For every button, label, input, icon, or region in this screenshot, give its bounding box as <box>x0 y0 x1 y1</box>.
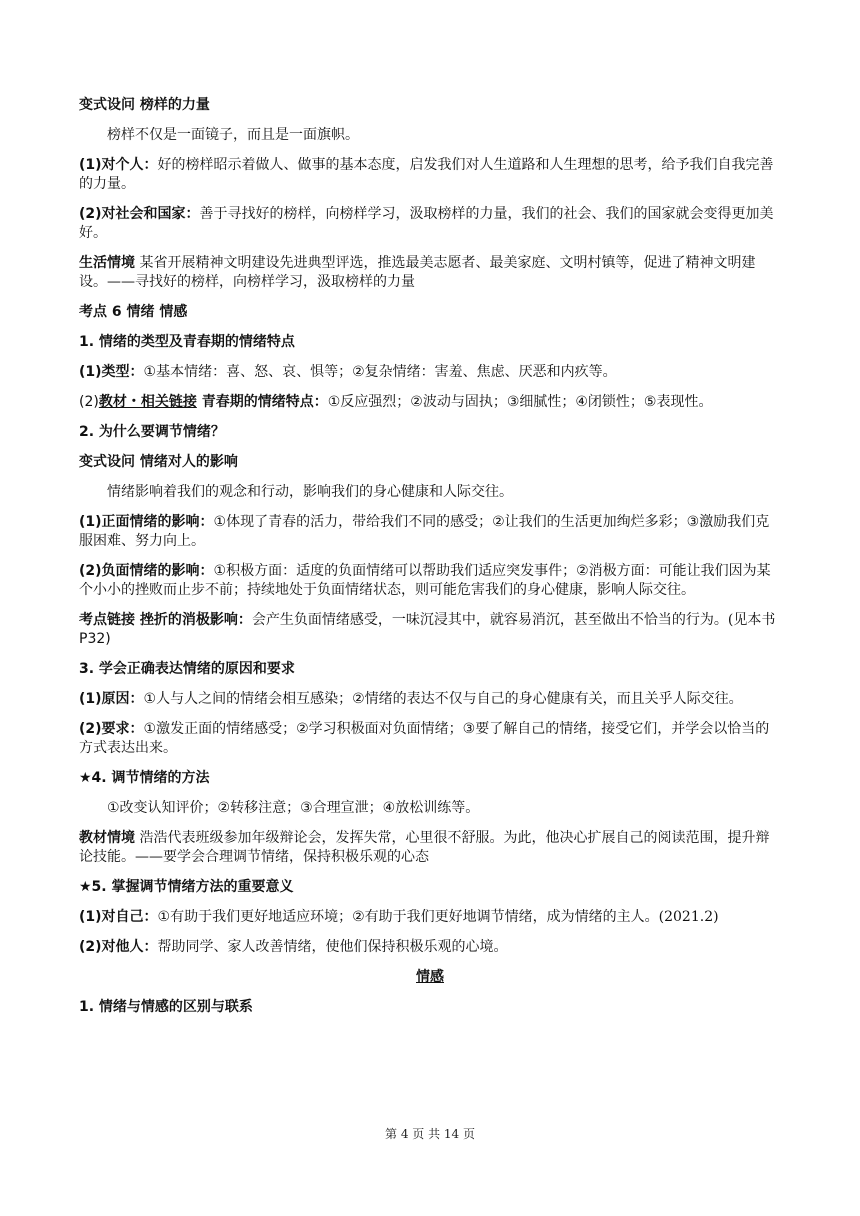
paragraph-text: (2)对社会和国家：善于寻找好的榜样，向榜样学习，汲取榜样的力量，我们的社会、我们的国家就会变得更加美好。 <box>79 206 774 241</box>
page-number-footer: 第 4 页 共 14 页 <box>385 1127 475 1141</box>
paragraph-text: (1)正面情绪的影响：①体现了青春的活力，带给我们不同的感受；②让我们的生活更加绚烂多彩；③激励我们克服困难、努力向上。 <box>79 514 770 549</box>
paragraph-text: (2)负面情绪的影响：①积极方面：适度的负面情绪可以帮助我们适应突发事件；②消极方面：可能让我们因为某个小小的挫败而止步不前；持续地处于负面情绪状态，则可能危害我们的身心健康，影响人际交往。 <box>79 563 771 598</box>
subsection-heading: ★5. 掌握调节情绪方法的重要意义 <box>79 879 294 895</box>
life-scenario: 生活情境 某省开展精神文明建设先进典型评选，推选最美志愿者、最美家庭、文明村镇等，促进了精神文明建设。——寻找好的榜样，向榜样学习，汲取榜样的力量 <box>79 255 756 290</box>
variant-question-heading: 变式设问 情绪对人的影响 <box>79 454 238 470</box>
paragraph-text: (2)教材・相关链接 青春期的情绪特点：①反应强烈；②波动与固执；③细腻性；④闭锁性；⑤表现性。 <box>79 394 713 410</box>
variant-question-heading: 变式设问 榜样的力量 <box>79 97 210 113</box>
centered-heading: 情感 <box>416 969 444 985</box>
textbook-scenario: 教材情境 浩浩代表班级参加年级辩论会，发挥失常，心里很不舒服。为此，他决心扩展自己的阅读范围，提升辩论技能。——要学会合理调节情绪，保持积极乐观的心态 <box>79 830 770 865</box>
document-body <box>79 96 781 1028</box>
subsection-heading: 1. 情绪与情感的区别与联系 <box>79 999 253 1015</box>
paragraph-text: (2)要求：①激发正面的情绪感受；②学习积极面对负面情绪；③要了解自己的情绪，接受它们，并学会以恰当的方式表达出来。 <box>79 721 770 756</box>
textbook-link: 教材・相关链接 <box>98 394 197 410</box>
paragraph-text: 榜样不仅是一面镜子，而且是一面旗帜。 <box>107 127 359 143</box>
subsection-heading: 1. 情绪的类型及青春期的情绪特点 <box>79 334 295 350</box>
paragraph-text: (2)对他人：帮助同学、家人改善情绪，使他们保持积极乐观的心境。 <box>79 939 508 955</box>
paragraph-text: ①改变认知评价；②转移注意；③合理宣泄；④放松训练等。 <box>107 800 480 816</box>
paragraph-text: (1)类型：①基本情绪：喜、怒、哀、惧等；②复杂情绪：害羞、焦虑、厌恶和内疚等。 <box>79 364 617 380</box>
paragraph-text: (1)原因：①人与人之间的情绪会相互感染；②情绪的表达不仅与自己的身心健康有关，而且关乎人际交往。 <box>79 691 743 707</box>
section-heading: 考点 6 情绪 情感 <box>79 304 188 320</box>
paragraph-text: 情绪影响着我们的观念和行动，影响我们的身心健康和人际交往。 <box>107 484 513 500</box>
subsection-heading: ★4. 调节情绪的方法 <box>79 770 210 786</box>
paragraph-text: (1)对自己：①有助于我们更好地适应环境；②有助于我们更好地调节情绪，成为情绪的主人。(2021.2) <box>79 909 719 925</box>
subsection-heading: 2. 为什么要调节情绪？ <box>79 424 225 440</box>
paragraph-text: (1)对个人：好的榜样昭示着做人、做事的基本态度，启发我们对人生道路和人生理想的思考，给予我们自我完善的力量。 <box>79 157 774 192</box>
subsection-heading: 3. 学会正确表达情绪的原因和要求 <box>79 661 295 677</box>
key-point-link: 考点链接 挫折的消极影响：会产生负面情绪感受，一味沉浸其中，就容易消沉，甚至做出不恰当的行为。(见本书 P32) <box>79 612 776 647</box>
